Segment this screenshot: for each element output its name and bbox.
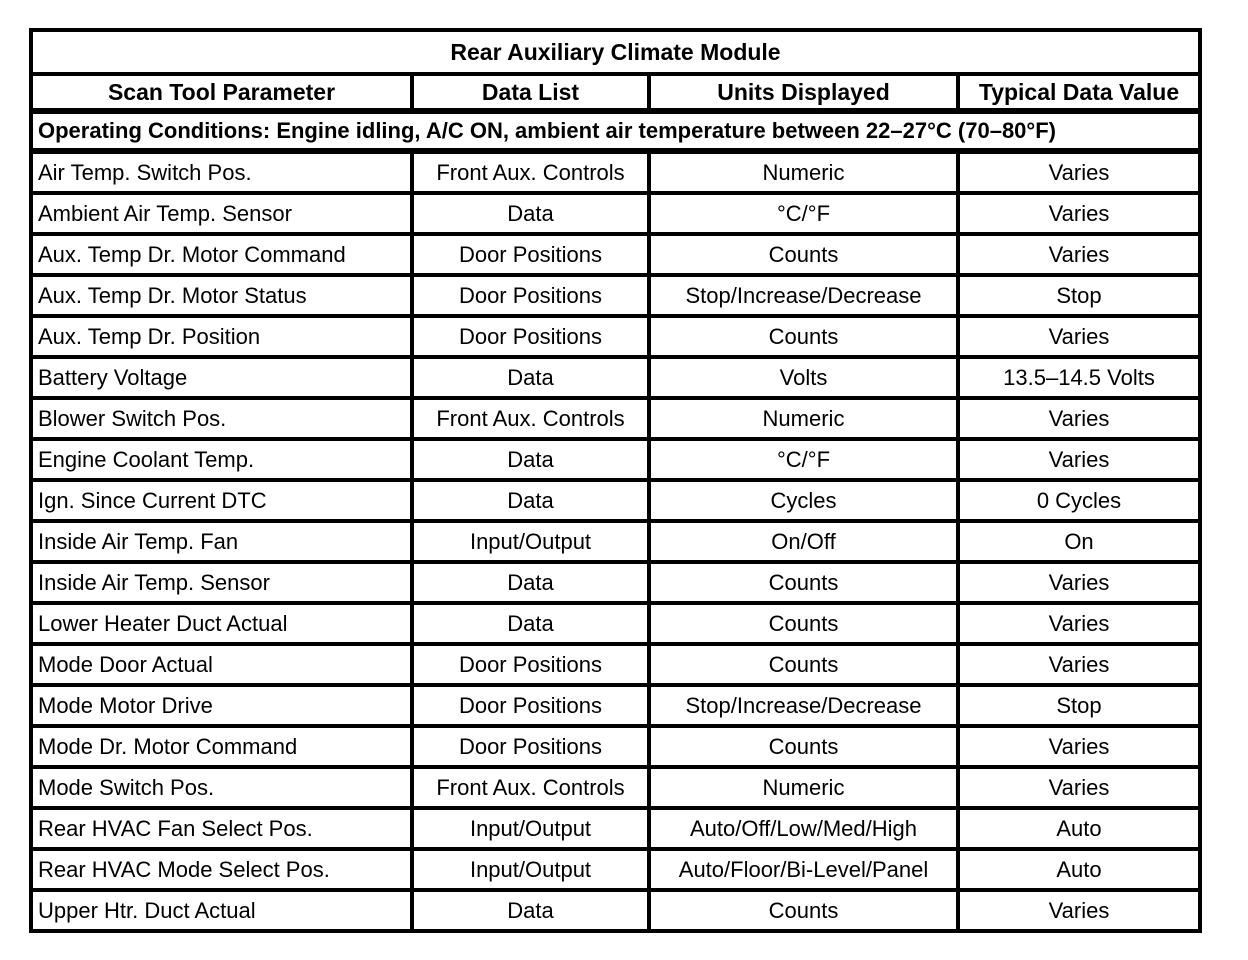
- data-list-cell: Door Positions: [412, 234, 649, 275]
- table-row: [31, 439, 1200, 480]
- operating-conditions-text: Operating Conditions: Engine idling, A/C ON, ambient air temperature between 22–27°C (70–80°F): [31, 111, 1200, 151]
- units-cell: Counts: [649, 562, 958, 603]
- units-cell: Counts: [649, 726, 958, 767]
- table-title: Rear Auxiliary Climate Module: [31, 30, 1200, 74]
- value-cell: Varies: [958, 562, 1200, 603]
- units-cell: Numeric: [649, 767, 958, 808]
- param-cell: Mode Door Actual: [31, 644, 412, 685]
- value-cell: Varies: [958, 890, 1200, 931]
- param-cell: Aux. Temp Dr. Position: [31, 316, 412, 357]
- param-cell: Rear HVAC Mode Select Pos.: [31, 849, 412, 890]
- value-cell: 0 Cycles: [958, 480, 1200, 521]
- data-list-cell: Data: [412, 357, 649, 398]
- param-cell: Blower Switch Pos.: [31, 398, 412, 439]
- param-cell: Battery Voltage: [31, 357, 412, 398]
- data-list-cell: Door Positions: [412, 316, 649, 357]
- param-cell: Mode Dr. Motor Command: [31, 726, 412, 767]
- value-cell: Varies: [958, 151, 1200, 193]
- table-row: [31, 316, 1200, 357]
- table-row: [31, 275, 1200, 316]
- table-row: [31, 193, 1200, 234]
- value-cell: Varies: [958, 644, 1200, 685]
- data-list-cell: Input/Output: [412, 521, 649, 562]
- table-row: [31, 480, 1200, 521]
- data-list-cell: Data: [412, 193, 649, 234]
- units-cell: Volts: [649, 357, 958, 398]
- data-list-cell: Data: [412, 439, 649, 480]
- table-row: [31, 562, 1200, 603]
- param-cell: Mode Switch Pos.: [31, 767, 412, 808]
- value-cell: Varies: [958, 767, 1200, 808]
- data-list-cell: Door Positions: [412, 726, 649, 767]
- units-cell: Counts: [649, 603, 958, 644]
- units-cell: Stop/Increase/Decrease: [649, 685, 958, 726]
- param-cell: Upper Htr. Duct Actual: [31, 890, 412, 931]
- units-cell: Numeric: [649, 398, 958, 439]
- data-list-cell: Data: [412, 562, 649, 603]
- units-cell: Auto/Floor/Bi-Level/Panel: [649, 849, 958, 890]
- table-row: [31, 357, 1200, 398]
- value-cell: Auto: [958, 849, 1200, 890]
- param-cell: Ambient Air Temp. Sensor: [31, 193, 412, 234]
- param-cell: Engine Coolant Temp.: [31, 439, 412, 480]
- table-row: [31, 644, 1200, 685]
- value-cell: On: [958, 521, 1200, 562]
- units-cell: Counts: [649, 234, 958, 275]
- data-list-cell: Door Positions: [412, 644, 649, 685]
- units-cell: Counts: [649, 316, 958, 357]
- table-row: [31, 726, 1200, 767]
- table-row: [31, 234, 1200, 275]
- value-cell: Varies: [958, 316, 1200, 357]
- table-row: [31, 685, 1200, 726]
- table-row: [31, 603, 1200, 644]
- data-list-cell: Data: [412, 890, 649, 931]
- column-header-units-displayed: Units Displayed: [649, 74, 958, 111]
- units-cell: Auto/Off/Low/Med/High: [649, 808, 958, 849]
- units-cell: Cycles: [649, 480, 958, 521]
- operating-conditions-row: [31, 111, 1200, 151]
- data-list-cell: Input/Output: [412, 849, 649, 890]
- table-row: [31, 151, 1200, 193]
- table-row: [31, 767, 1200, 808]
- param-cell: Aux. Temp Dr. Motor Status: [31, 275, 412, 316]
- units-cell: Counts: [649, 890, 958, 931]
- value-cell: Stop: [958, 685, 1200, 726]
- value-cell: Varies: [958, 234, 1200, 275]
- param-cell: Lower Heater Duct Actual: [31, 603, 412, 644]
- units-cell: °C/°F: [649, 439, 958, 480]
- units-cell: Numeric: [649, 151, 958, 193]
- units-cell: Stop/Increase/Decrease: [649, 275, 958, 316]
- param-cell: Aux. Temp Dr. Motor Command: [31, 234, 412, 275]
- table-header-row: [31, 74, 1200, 111]
- column-header-data-list: Data List: [412, 74, 649, 111]
- column-header-typical-data-value: Typical Data Value: [958, 74, 1200, 111]
- param-cell: Rear HVAC Fan Select Pos.: [31, 808, 412, 849]
- units-cell: °C/°F: [649, 193, 958, 234]
- table-row: [31, 808, 1200, 849]
- units-cell: On/Off: [649, 521, 958, 562]
- table-row: [31, 890, 1200, 931]
- value-cell: Varies: [958, 439, 1200, 480]
- value-cell: Varies: [958, 193, 1200, 234]
- column-header-scan-tool-parameter: Scan Tool Parameter: [31, 74, 412, 111]
- data-list-cell: Door Positions: [412, 275, 649, 316]
- param-cell: Mode Motor Drive: [31, 685, 412, 726]
- data-list-cell: Data: [412, 603, 649, 644]
- param-cell: Ign. Since Current DTC: [31, 480, 412, 521]
- scan-tool-data-table: [29, 28, 1202, 933]
- table-row: [31, 849, 1200, 890]
- value-cell: Auto: [958, 808, 1200, 849]
- data-list-cell: Front Aux. Controls: [412, 398, 649, 439]
- data-list-cell: Input/Output: [412, 808, 649, 849]
- table-title-row: [31, 30, 1200, 74]
- value-cell: Varies: [958, 603, 1200, 644]
- data-list-cell: Front Aux. Controls: [412, 151, 649, 193]
- data-list-cell: Data: [412, 480, 649, 521]
- param-cell: Air Temp. Switch Pos.: [31, 151, 412, 193]
- value-cell: Varies: [958, 726, 1200, 767]
- table-row: [31, 398, 1200, 439]
- value-cell: 13.5–14.5 Volts: [958, 357, 1200, 398]
- value-cell: Varies: [958, 398, 1200, 439]
- param-cell: Inside Air Temp. Sensor: [31, 562, 412, 603]
- units-cell: Counts: [649, 644, 958, 685]
- value-cell: Stop: [958, 275, 1200, 316]
- param-cell: Inside Air Temp. Fan: [31, 521, 412, 562]
- data-list-cell: Front Aux. Controls: [412, 767, 649, 808]
- table-row: [31, 521, 1200, 562]
- data-list-cell: Door Positions: [412, 685, 649, 726]
